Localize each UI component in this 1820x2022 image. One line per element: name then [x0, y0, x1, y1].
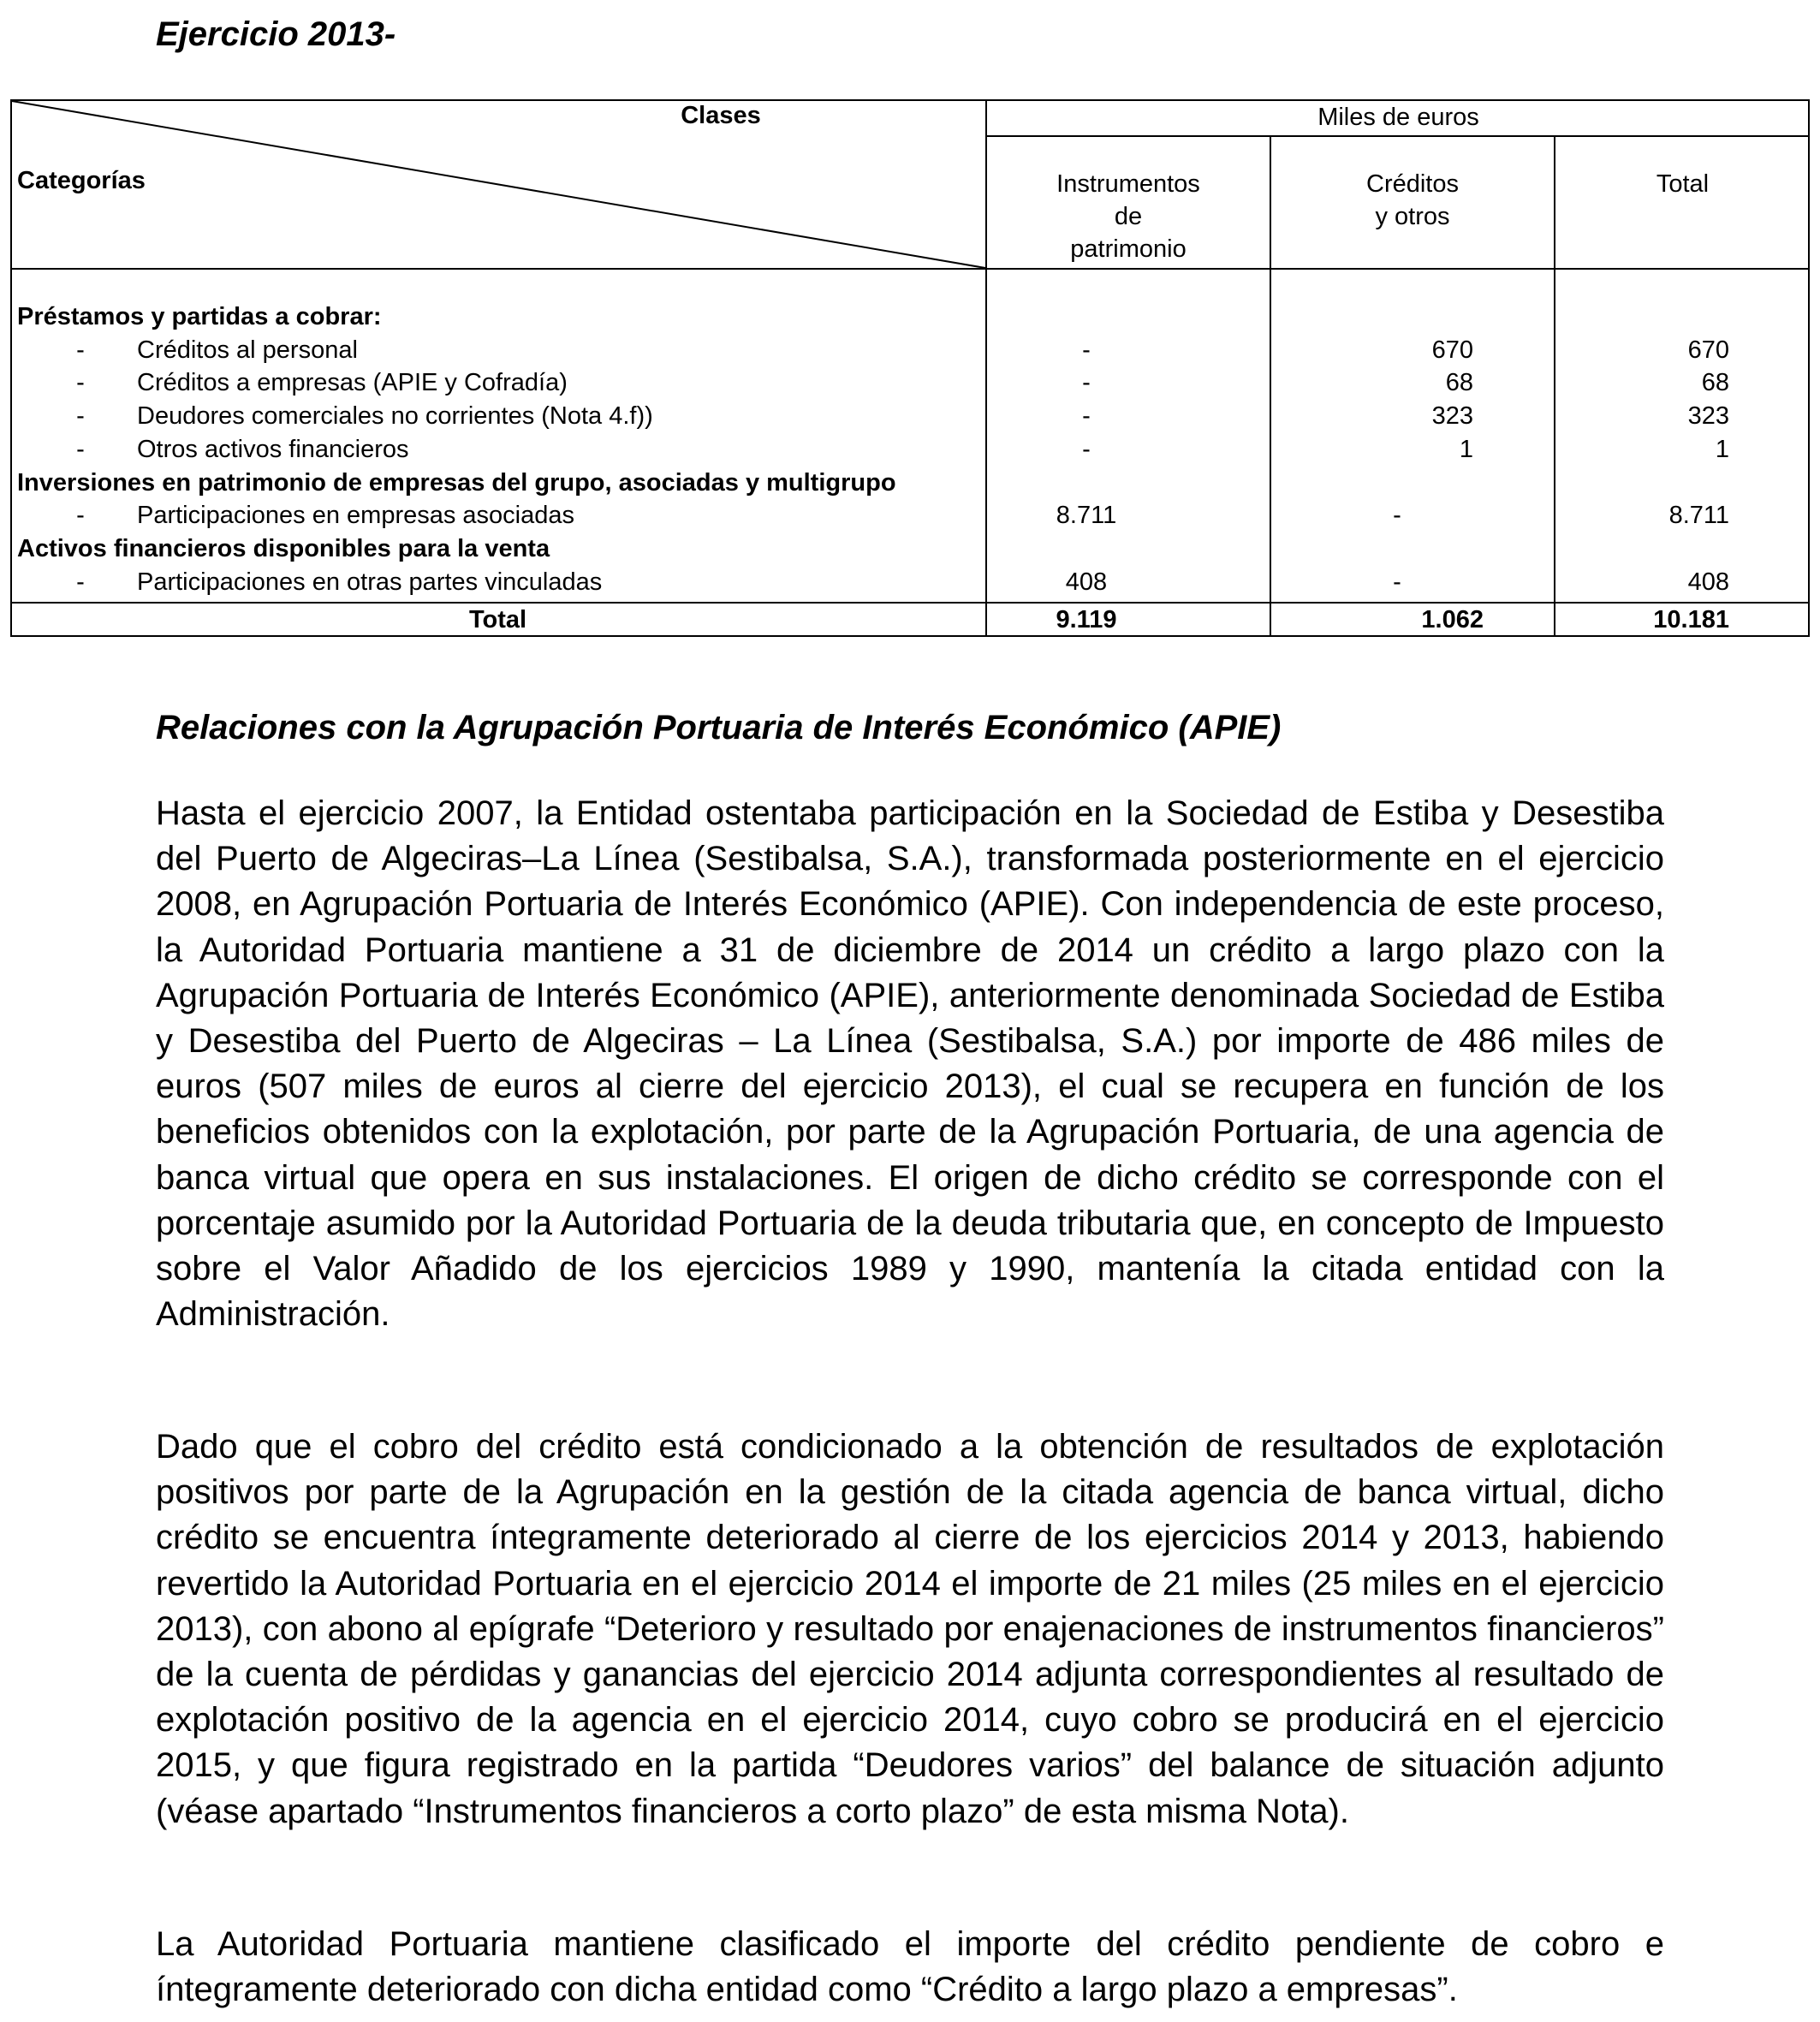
- row-bullet: -: [76, 369, 85, 396]
- total-instrumentos: 9.119: [1056, 606, 1117, 633]
- exercise-heading: Ejercicio 2013-: [156, 15, 396, 53]
- cell-creditos: 68: [1445, 369, 1473, 396]
- header-miles-de-euros: Miles de euros: [1317, 104, 1479, 131]
- row-label: Créditos al personal: [137, 336, 358, 364]
- row-label: Participaciones en empresas asociadas: [137, 502, 574, 529]
- header-instrumentos: Instrumentos de patrimonio: [1056, 170, 1200, 263]
- cell-instrumentos: -: [1082, 336, 1091, 364]
- row-label: Participaciones en otras partes vinculadas: [137, 568, 603, 596]
- header-total: Total: [1656, 170, 1710, 198]
- cell-creditos: -: [1393, 502, 1401, 529]
- cell-instrumentos: -: [1082, 436, 1091, 463]
- paragraph: Hasta el ejercicio 2007, la Entidad ostentaba participación en la Sociedad de Estiba y Desestiba del Puerto de Algeciras–La Línea (Sestibalsa, S.A.), transformada posteriormente en el ejercicio 2008, en Agrupación Portuaria de Interés Económico (APIE). Con independencia de este proceso, la Autoridad Portuaria mantiene a 31 de diciembre de 2014 un crédito a largo plazo con la Agrupación Portuaria de Interés Económico (APIE), anteriormente denominada Sociedad de Estiba y Desestiba del Puerto de Algeciras – La Línea (Sestibalsa, S.A.) por importe de 486 miles de euros (507 miles de euros al cierre del ejercicio 2013), el cual se recupera en función de los beneficios obtenidos con la explotación, por parte de la Agrupación Portuaria, de una agencia de banca virtual que opera en sus instalaciones. El origen de dicho crédito se corresponde con el porcentaje asumido por la Autoridad Portuaria de la deuda tributaria que, en concepto de Impuesto sobre el Valor Añadido de los ejercicios 1989 y 1990, mantenía la citada entidad con la Administración.: [156, 794, 1664, 1334]
- total-label: Total: [468, 606, 527, 633]
- section-title: Activos financieros disponibles para la venta: [17, 535, 550, 562]
- section-heading: Relaciones con la Agrupación Portuaria de Interés Económico (APIE): [156, 709, 1282, 746]
- cell-total: 670: [1687, 336, 1729, 364]
- row-bullet: -: [76, 402, 85, 430]
- header-categorias: Categorías: [17, 167, 146, 194]
- row-label: Créditos a empresas (APIE y Cofradía): [137, 369, 568, 396]
- total-total: 10.181: [1653, 606, 1729, 633]
- cell-creditos: -: [1393, 568, 1401, 596]
- row-bullet: -: [76, 436, 85, 463]
- cell-total: 1: [1715, 436, 1729, 463]
- total-creditos: 1.062: [1421, 606, 1484, 633]
- row-bullet: -: [76, 336, 85, 364]
- financial-assets-table: [10, 99, 1810, 637]
- cell-instrumentos: -: [1082, 402, 1091, 430]
- paragraph: Dado que el cobro del crédito está condicionado a la obtención de resultados de explotación positivos por parte de la Agrupación en la gestión de la citada agencia de banca virtual, dicho crédito se encuentra íntegramente deteriorado al cierre de los ejercicios 2014 y 2013, habiendo revertido la Autoridad Portuaria en el ejercicio 2014 el importe de 21 miles (25 miles en el ejercicio 2013), con abono al epígrafe “Deterioro y resultado por enajenaciones de instrumentos financieros” de la cuenta de pérdidas y ganancias del ejercicio 2014 adjunta correspondientes al resultado de explotación positivo de la agencia en el ejercicio 2014, cuyo cobro se producirá en el ejercicio 2015, y que figura registrado en la partida “Deudores varios” del balance de situación adjunto (véase apartado “Instrumentos financieros a corto plazo” de esta misma Nota).: [156, 1428, 1664, 1830]
- cell-total: 408: [1687, 568, 1729, 596]
- cell-total: 68: [1701, 369, 1729, 396]
- paragraph: La Autoridad Portuaria mantiene clasificado el importe del crédito pendiente de cobro e íntegramente deteriorado con dicha entidad como “Crédito a largo plazo a empresas”.: [156, 1925, 1664, 2009]
- header-diagonal: [10, 99, 987, 270]
- cell-creditos: 670: [1431, 336, 1473, 364]
- cell-instrumentos: 408: [1065, 568, 1108, 596]
- row-label: Otros activos financieros: [137, 436, 409, 463]
- header-classes: Clases: [681, 102, 761, 129]
- cell-creditos: 1: [1459, 436, 1473, 463]
- section-title: Inversiones en patrimonio de empresas del grupo, asociadas y multigrupo: [17, 469, 896, 497]
- row-label: Deudores comerciales no corrientes (Nota 4.f)): [137, 402, 653, 430]
- cell-instrumentos: -: [1082, 369, 1091, 396]
- header-creditos: Créditos y otros: [1366, 170, 1459, 230]
- cell-total: 323: [1687, 402, 1729, 430]
- cell-instrumentos: 8.711: [1056, 502, 1117, 529]
- section-title: Préstamos y partidas a cobrar:: [17, 303, 382, 330]
- row-bullet: -: [76, 568, 85, 596]
- cell-creditos: 323: [1431, 402, 1473, 430]
- row-bullet: -: [76, 502, 85, 529]
- cell-total: 8.711: [1668, 502, 1729, 529]
